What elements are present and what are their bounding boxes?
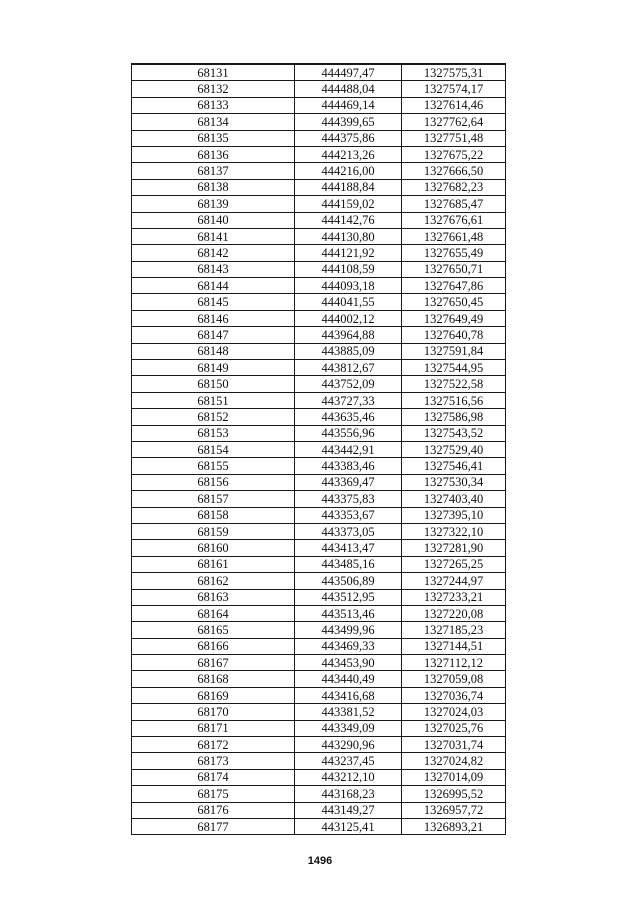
y-coordinate-cell: 1327281,90	[402, 540, 506, 556]
y-coordinate-cell: 1327675,22	[402, 146, 506, 162]
table-row	[132, 786, 506, 802]
table-row	[132, 392, 506, 408]
table-row	[132, 687, 506, 703]
point-number-cell: 68140	[132, 212, 295, 228]
x-coordinate-cell: 444497,47	[295, 64, 402, 81]
x-coordinate-cell: 444488,04	[295, 81, 402, 97]
point-number-cell: 68135	[132, 130, 295, 146]
x-coordinate-cell: 444399,65	[295, 114, 402, 130]
x-coordinate-cell: 443375,83	[295, 491, 402, 507]
x-coordinate-cell: 444121,92	[295, 245, 402, 261]
x-coordinate-cell: 443506,89	[295, 573, 402, 589]
table-row	[132, 622, 506, 638]
x-coordinate-cell: 443513,46	[295, 605, 402, 621]
point-number-cell: 68156	[132, 474, 295, 490]
point-number-cell: 68157	[132, 491, 295, 507]
y-coordinate-cell: 1327144,51	[402, 638, 506, 654]
point-number-cell: 68139	[132, 196, 295, 212]
y-coordinate-cell: 1327233,21	[402, 589, 506, 605]
point-number-cell: 68153	[132, 425, 295, 441]
table-row	[132, 605, 506, 621]
point-number-cell: 68167	[132, 655, 295, 671]
point-number-cell: 68141	[132, 228, 295, 244]
y-coordinate-cell: 1327185,23	[402, 622, 506, 638]
y-coordinate-cell: 1327059,08	[402, 671, 506, 687]
table-row	[132, 228, 506, 244]
table-row	[132, 261, 506, 277]
x-coordinate-cell: 443373,05	[295, 523, 402, 539]
y-coordinate-cell: 1327031,74	[402, 737, 506, 753]
table-row	[132, 441, 506, 457]
table-row	[132, 64, 506, 81]
x-coordinate-cell: 444093,18	[295, 278, 402, 294]
point-number-cell: 68161	[132, 556, 295, 572]
x-coordinate-cell: 443453,90	[295, 655, 402, 671]
table-row	[132, 491, 506, 507]
table-row	[132, 523, 506, 539]
point-number-cell: 68151	[132, 392, 295, 408]
point-number-cell: 68160	[132, 540, 295, 556]
y-coordinate-cell: 1327650,45	[402, 294, 506, 310]
table-row	[132, 737, 506, 753]
x-coordinate-cell: 444142,76	[295, 212, 402, 228]
table-row	[132, 376, 506, 392]
x-coordinate-cell: 444469,14	[295, 97, 402, 113]
x-coordinate-cell: 443485,16	[295, 556, 402, 572]
y-coordinate-cell: 1327762,64	[402, 114, 506, 130]
y-coordinate-cell: 1327751,48	[402, 130, 506, 146]
point-number-cell: 68147	[132, 327, 295, 343]
table-row	[132, 294, 506, 310]
point-number-cell: 68177	[132, 818, 295, 834]
table-row	[132, 704, 506, 720]
x-coordinate-cell: 443727,33	[295, 392, 402, 408]
y-coordinate-cell: 1327265,25	[402, 556, 506, 572]
table-row	[132, 343, 506, 359]
x-coordinate-cell: 444375,86	[295, 130, 402, 146]
table-row	[132, 130, 506, 146]
table-row	[132, 360, 506, 376]
point-number-cell: 68173	[132, 753, 295, 769]
table-row	[132, 655, 506, 671]
table-row	[132, 802, 506, 818]
y-coordinate-cell: 1327655,49	[402, 245, 506, 261]
y-coordinate-cell: 1327666,50	[402, 163, 506, 179]
x-coordinate-cell: 444213,26	[295, 146, 402, 162]
x-coordinate-cell: 443149,27	[295, 802, 402, 818]
y-coordinate-cell: 1326995,52	[402, 786, 506, 802]
table-row	[132, 114, 506, 130]
y-coordinate-cell: 1327516,56	[402, 392, 506, 408]
point-number-cell: 68132	[132, 81, 295, 97]
point-number-cell: 68143	[132, 261, 295, 277]
point-number-cell: 68176	[132, 802, 295, 818]
point-number-cell: 68138	[132, 179, 295, 195]
table-row	[132, 163, 506, 179]
y-coordinate-cell: 1327036,74	[402, 687, 506, 703]
y-coordinate-cell: 1327024,82	[402, 753, 506, 769]
table-row	[132, 310, 506, 326]
x-coordinate-cell: 443381,52	[295, 704, 402, 720]
x-coordinate-cell: 443556,96	[295, 425, 402, 441]
point-number-cell: 68150	[132, 376, 295, 392]
table-row	[132, 458, 506, 474]
y-coordinate-cell: 1327522,58	[402, 376, 506, 392]
x-coordinate-cell: 443413,47	[295, 540, 402, 556]
x-coordinate-cell: 443125,41	[295, 818, 402, 834]
x-coordinate-cell: 443290,96	[295, 737, 402, 753]
point-number-cell: 68159	[132, 523, 295, 539]
point-number-cell: 68142	[132, 245, 295, 261]
point-number-cell: 68162	[132, 573, 295, 589]
table-row	[132, 146, 506, 162]
point-number-cell: 68145	[132, 294, 295, 310]
point-number-cell: 68171	[132, 720, 295, 736]
y-coordinate-cell: 1327322,10	[402, 523, 506, 539]
table-row	[132, 818, 506, 834]
point-number-cell: 68137	[132, 163, 295, 179]
x-coordinate-cell: 443499,96	[295, 622, 402, 638]
x-coordinate-cell: 443442,91	[295, 441, 402, 457]
y-coordinate-cell: 1327614,46	[402, 97, 506, 113]
x-coordinate-cell: 443369,47	[295, 474, 402, 490]
x-coordinate-cell: 443237,45	[295, 753, 402, 769]
x-coordinate-cell: 444130,80	[295, 228, 402, 244]
x-coordinate-cell: 444041,55	[295, 294, 402, 310]
y-coordinate-cell: 1327403,40	[402, 491, 506, 507]
y-coordinate-cell: 1327650,71	[402, 261, 506, 277]
x-coordinate-cell: 443812,67	[295, 360, 402, 376]
table-row	[132, 556, 506, 572]
table-row	[132, 474, 506, 490]
point-number-cell: 68133	[132, 97, 295, 113]
table-row	[132, 327, 506, 343]
table-row	[132, 81, 506, 97]
y-coordinate-cell: 1327014,09	[402, 769, 506, 785]
x-coordinate-cell: 444216,00	[295, 163, 402, 179]
point-number-cell: 68155	[132, 458, 295, 474]
y-coordinate-cell: 1327112,12	[402, 655, 506, 671]
x-coordinate-cell: 443512,95	[295, 589, 402, 605]
table-row	[132, 245, 506, 261]
table-row	[132, 507, 506, 523]
y-coordinate-cell: 1327649,49	[402, 310, 506, 326]
x-coordinate-cell: 443168,23	[295, 786, 402, 802]
point-number-cell: 68166	[132, 638, 295, 654]
point-number-cell: 68164	[132, 605, 295, 621]
x-coordinate-cell: 443440,49	[295, 671, 402, 687]
point-number-cell: 68169	[132, 687, 295, 703]
x-coordinate-cell: 443212,10	[295, 769, 402, 785]
y-coordinate-cell: 1327220,08	[402, 605, 506, 621]
coordinates-table-body	[132, 64, 506, 835]
table-row	[132, 769, 506, 785]
y-coordinate-cell: 1327586,98	[402, 409, 506, 425]
point-number-cell: 68163	[132, 589, 295, 605]
y-coordinate-cell: 1327244,97	[402, 573, 506, 589]
y-coordinate-cell: 1327543,52	[402, 425, 506, 441]
page-number: 1496	[307, 855, 333, 867]
table-row	[132, 179, 506, 195]
point-number-cell: 68152	[132, 409, 295, 425]
point-number-cell: 68172	[132, 737, 295, 753]
table-row	[132, 540, 506, 556]
y-coordinate-cell: 1327676,61	[402, 212, 506, 228]
y-coordinate-cell: 1327529,40	[402, 441, 506, 457]
point-number-cell: 68154	[132, 441, 295, 457]
table-row	[132, 720, 506, 736]
y-coordinate-cell: 1326893,21	[402, 818, 506, 834]
table-row	[132, 638, 506, 654]
x-coordinate-cell: 443752,09	[295, 376, 402, 392]
y-coordinate-cell: 1327025,76	[402, 720, 506, 736]
y-coordinate-cell: 1327530,34	[402, 474, 506, 490]
point-number-cell: 68144	[132, 278, 295, 294]
point-number-cell: 68165	[132, 622, 295, 638]
table-row	[132, 573, 506, 589]
y-coordinate-cell: 1327591,84	[402, 343, 506, 359]
x-coordinate-cell: 443885,09	[295, 343, 402, 359]
y-coordinate-cell: 1327546,41	[402, 458, 506, 474]
x-coordinate-cell: 444108,59	[295, 261, 402, 277]
table-row	[132, 753, 506, 769]
table-row	[132, 409, 506, 425]
table-row	[132, 278, 506, 294]
table-row	[132, 97, 506, 113]
table-row	[132, 425, 506, 441]
point-number-cell: 68149	[132, 360, 295, 376]
y-coordinate-cell: 1327574,17	[402, 81, 506, 97]
x-coordinate-cell: 444188,84	[295, 179, 402, 195]
point-number-cell: 68146	[132, 310, 295, 326]
x-coordinate-cell: 444159,02	[295, 196, 402, 212]
table-row	[132, 671, 506, 687]
point-number-cell: 68148	[132, 343, 295, 359]
table-row	[132, 589, 506, 605]
point-number-cell: 68134	[132, 114, 295, 130]
y-coordinate-cell: 1327661,48	[402, 228, 506, 244]
x-coordinate-cell: 443383,46	[295, 458, 402, 474]
y-coordinate-cell: 1327647,86	[402, 278, 506, 294]
y-coordinate-cell: 1327544,95	[402, 360, 506, 376]
point-number-cell: 68158	[132, 507, 295, 523]
point-number-cell: 68168	[132, 671, 295, 687]
x-coordinate-cell: 443469,33	[295, 638, 402, 654]
table-row	[132, 196, 506, 212]
x-coordinate-cell: 443416,68	[295, 687, 402, 703]
point-number-cell: 68170	[132, 704, 295, 720]
x-coordinate-cell: 443635,46	[295, 409, 402, 425]
y-coordinate-cell: 1327024,03	[402, 704, 506, 720]
point-number-cell: 68174	[132, 769, 295, 785]
point-number-cell: 68175	[132, 786, 295, 802]
y-coordinate-cell: 1326957,72	[402, 802, 506, 818]
point-number-cell: 68131	[132, 64, 295, 81]
table-row	[132, 212, 506, 228]
x-coordinate-cell: 443353,67	[295, 507, 402, 523]
y-coordinate-cell: 1327575,31	[402, 64, 506, 81]
y-coordinate-cell: 1327682,23	[402, 179, 506, 195]
point-number-cell: 68136	[132, 146, 295, 162]
y-coordinate-cell: 1327640,78	[402, 327, 506, 343]
x-coordinate-cell: 443349,09	[295, 720, 402, 736]
y-coordinate-cell: 1327395,10	[402, 507, 506, 523]
x-coordinate-cell: 444002,12	[295, 310, 402, 326]
y-coordinate-cell: 1327685,47	[402, 196, 506, 212]
x-coordinate-cell: 443964,88	[295, 327, 402, 343]
coordinates-table	[131, 63, 506, 835]
